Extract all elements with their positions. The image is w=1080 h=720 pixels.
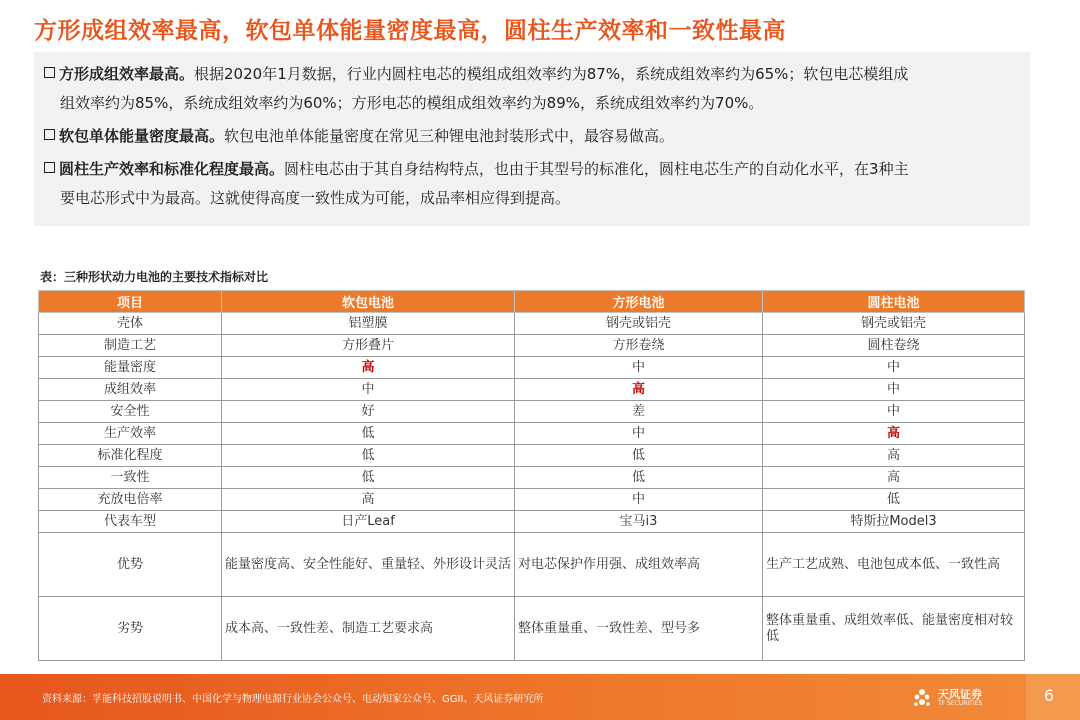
table-cell: 成本高、一致性差、制造工艺要求高 bbox=[222, 597, 515, 661]
bullet-item bbox=[44, 155, 1018, 213]
row-label: 成组效率 bbox=[39, 379, 222, 401]
source-note: 资料来源：孚能科技招股说明书、中国化学与物理电源行业协会公众号、电动知家公众号、GGII、天风证券研究所 bbox=[42, 694, 544, 705]
table-cell: 整体重量重、一致性差、型号多 bbox=[515, 597, 763, 661]
table-cell: 中 bbox=[515, 489, 763, 511]
table-cell: 中 bbox=[515, 357, 763, 379]
table-cell-highlight: 高 bbox=[222, 357, 515, 379]
header-pouch: 软包电池 bbox=[222, 291, 515, 313]
bullet-heading: 方形成组效率最高。 bbox=[59, 65, 195, 83]
bullet-text-continued: 组效率约为85%，系统成组效率约为60%；方形电芯的模组成组效率约为89%，系统成组效率约为70%。 bbox=[60, 94, 764, 112]
row-label: 劣势 bbox=[39, 597, 222, 661]
row-label: 安全性 bbox=[39, 401, 222, 423]
header-cylindrical: 圆柱电池 bbox=[763, 291, 1025, 313]
table-row bbox=[39, 401, 1025, 423]
row-label: 充放电倍率 bbox=[39, 489, 222, 511]
logo-text: 天风证券 bbox=[938, 688, 982, 701]
table-row bbox=[39, 357, 1025, 379]
row-label: 标准化程度 bbox=[39, 445, 222, 467]
bullet-item bbox=[44, 122, 1018, 151]
page-title: 方形成组效率最高，软包单体能量密度最高，圆柱生产效率和一致性最高 bbox=[34, 18, 786, 44]
bullet-text-continued: 要电芯形式中为最高。这就使得高度一致性成为可能，成品率相应得到提高。 bbox=[60, 189, 571, 207]
row-label: 能量密度 bbox=[39, 357, 222, 379]
table-row bbox=[39, 597, 1025, 661]
header-prismatic: 方形电池 bbox=[515, 291, 763, 313]
table-cell: 日产Leaf bbox=[222, 511, 515, 533]
row-label: 制造工艺 bbox=[39, 335, 222, 357]
table-cell: 整体重量重、成组效率低、能量密度相对较低 bbox=[763, 597, 1025, 661]
page-number: 6 bbox=[1043, 686, 1055, 705]
checkbox-square-icon bbox=[44, 162, 55, 173]
table-cell: 方形叠片 bbox=[222, 335, 515, 357]
table-cell: 方形卷绕 bbox=[515, 335, 763, 357]
checkbox-square-icon bbox=[44, 129, 55, 140]
row-label: 优势 bbox=[39, 533, 222, 597]
bullet-heading: 圆柱生产效率和标准化程度最高。 bbox=[59, 160, 285, 178]
row-label: 生产效率 bbox=[39, 423, 222, 445]
bullet-text: 根据2020年1月数据，行业内圆柱电芯的模组成组效率约为87%，系统成组效率约为65%；软包电芯模组成 bbox=[194, 65, 909, 83]
logo-subtext: TF SECURITIES bbox=[938, 700, 983, 707]
table-cell: 生产工艺成熟、电池包成本低、一致性高 bbox=[763, 533, 1025, 597]
bullet-text: 软包电池单体能量密度在常见三种锂电池封装形式中，最容易做高。 bbox=[224, 127, 675, 145]
bullet-item bbox=[44, 60, 1018, 118]
row-label: 一致性 bbox=[39, 467, 222, 489]
row-label: 代表车型 bbox=[39, 511, 222, 533]
table-row bbox=[39, 533, 1025, 597]
table-cell: 宝马i3 bbox=[515, 511, 763, 533]
table-cell: 高 bbox=[222, 489, 515, 511]
table-cell: 对电芯保护作用强、成组效率高 bbox=[515, 533, 763, 597]
table-cell: 低 bbox=[763, 489, 1025, 511]
table-row bbox=[39, 489, 1025, 511]
table-cell: 低 bbox=[515, 445, 763, 467]
table-row bbox=[39, 423, 1025, 445]
table-cell-highlight: 高 bbox=[515, 379, 763, 401]
table-cell-highlight: 高 bbox=[763, 423, 1025, 445]
battery-comparison-table bbox=[38, 290, 1025, 661]
table-cell: 钢壳或铝壳 bbox=[763, 313, 1025, 335]
bullet-text: 圆柱电芯由于其自身结构特点，也由于其型号的标准化，圆柱电芯生产的自动化水平，在3种主 bbox=[284, 160, 909, 178]
summary-box bbox=[34, 52, 1030, 226]
bullet-heading: 软包单体能量密度最高。 bbox=[59, 127, 225, 145]
table-row bbox=[39, 335, 1025, 357]
table-cell: 低 bbox=[222, 423, 515, 445]
row-label: 壳体 bbox=[39, 313, 222, 335]
table-cell: 中 bbox=[763, 401, 1025, 423]
table-cell: 中 bbox=[515, 423, 763, 445]
table-cell: 中 bbox=[763, 357, 1025, 379]
table-cell: 中 bbox=[763, 379, 1025, 401]
table-header-row bbox=[39, 291, 1025, 313]
table-cell: 能量密度高、安全性能好、重量轻、外形设计灵活 bbox=[222, 533, 515, 597]
table-cell: 圆柱卷绕 bbox=[763, 335, 1025, 357]
table-row bbox=[39, 313, 1025, 335]
table-cell: 特斯拉Model3 bbox=[763, 511, 1025, 533]
table-row bbox=[39, 511, 1025, 533]
table-cell: 铝塑膜 bbox=[222, 313, 515, 335]
table-cell: 低 bbox=[222, 467, 515, 489]
table-cell: 高 bbox=[763, 445, 1025, 467]
table-cell: 中 bbox=[222, 379, 515, 401]
table-row bbox=[39, 445, 1025, 467]
table-cell: 差 bbox=[515, 401, 763, 423]
table-cell: 高 bbox=[763, 467, 1025, 489]
header-item: 项目 bbox=[39, 291, 222, 313]
table-cell: 低 bbox=[222, 445, 515, 467]
table-row bbox=[39, 467, 1025, 489]
table-cell: 好 bbox=[222, 401, 515, 423]
table-caption: 表：三种形状动力电池的主要技术指标对比 bbox=[40, 270, 269, 284]
checkbox-square-icon bbox=[44, 67, 55, 78]
table-row bbox=[39, 379, 1025, 401]
table-cell: 低 bbox=[515, 467, 763, 489]
table-cell: 钢壳或铝壳 bbox=[515, 313, 763, 335]
